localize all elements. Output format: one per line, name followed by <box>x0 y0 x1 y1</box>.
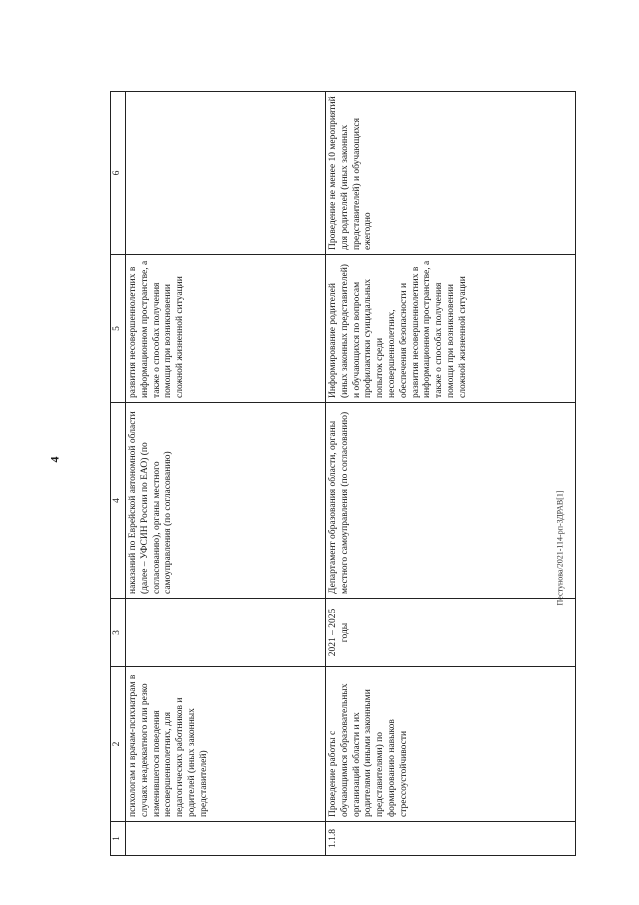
table-frame <box>110 92 574 856</box>
period-cell <box>126 599 326 667</box>
column-number-4: 4 <box>111 403 126 599</box>
executors-cell: наказаний по Еврейской автономной области (далее – УФСИН России по ЕАО) (по согласованию), органы местного самоуправления (по согласованию) <box>126 403 326 599</box>
measures-table <box>110 91 576 856</box>
column-number-3: 3 <box>111 599 126 667</box>
period-cell: 2021 – 2025 годы <box>326 599 576 667</box>
indicator-cell <box>126 92 326 255</box>
executors-cell: Департамент образования области, органы местного самоуправления (по согласованию) <box>326 403 576 599</box>
row-number-cell <box>126 822 326 856</box>
document-footer: Пестунова/2021-114-рп-ЗДРАВ[1] <box>555 490 565 606</box>
column-number-6: 6 <box>111 92 126 255</box>
column-number-1: 1 <box>111 822 126 856</box>
column-number-5: 5 <box>111 255 126 403</box>
page-number: 4 <box>47 456 62 463</box>
row-number-cell: 1.1.8 <box>326 822 576 856</box>
table-row <box>326 92 576 856</box>
column-number-2: 2 <box>111 667 126 822</box>
column-number-row <box>111 92 126 856</box>
measure-name-cell: психологам и врачам-психиатрам в случаях неадекватного или резко изменившегося поведения несовершеннолетних, для педагогических работников и родителей (иных законных представителей) <box>126 667 326 822</box>
expected-result-cell: развития несовершеннолетних в информационном пространстве, а также о способах получения помощи при возникновении сложной жизненной ситуации <box>126 255 326 403</box>
rotated-table-wrapper <box>110 92 574 856</box>
indicator-cell: Проведение не менее 10 мероприятий для родителей (иных законных представителей) и обучающихся ежегодно <box>326 92 576 255</box>
table-row <box>126 92 326 856</box>
expected-result-cell: Информирование родителей (иных законных представителей) и обучающихся по вопросам профилактики суицидальных попыток среди несовершеннолетних, обеспечения безопасности и развития несовершеннолетних в информационном пространстве, а также о способах получения помощи при возникновении сложной жизненной ситуации <box>326 255 576 403</box>
measure-name-cell: Проведение работы с обучающимися образовательных организаций области и их родителями (иными законными представителями) по формированию навыков стрессоустойчивости <box>326 667 576 822</box>
